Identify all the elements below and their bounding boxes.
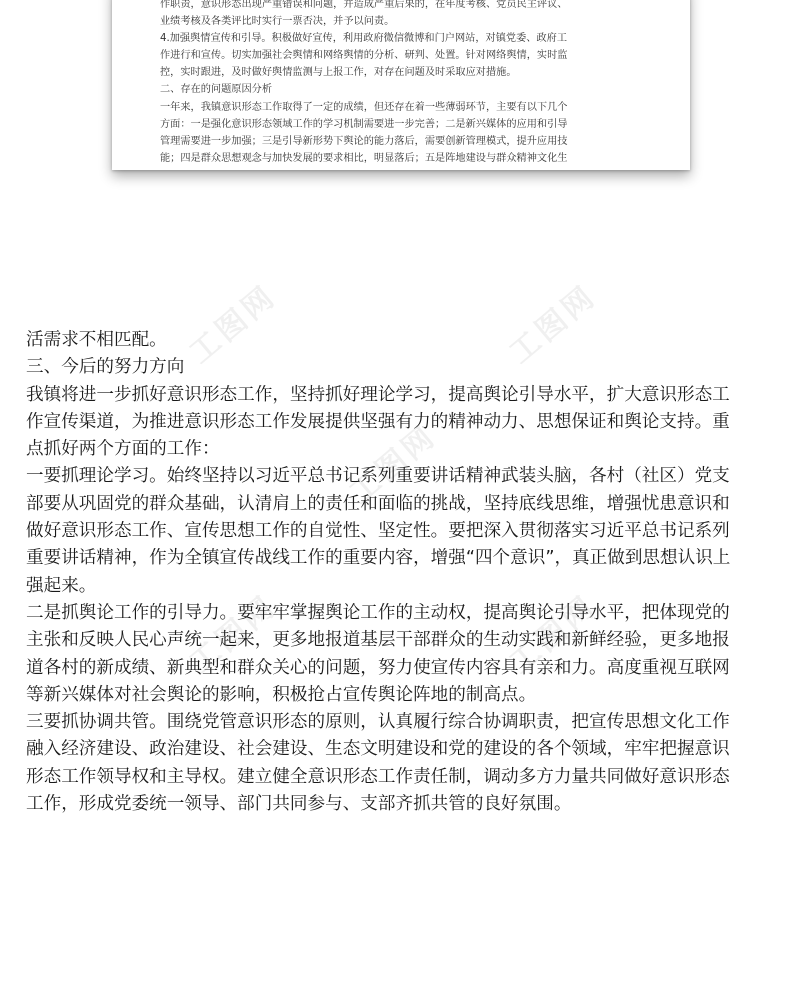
excerpt-line: 管理需要进一步加强；三是引导新形势下舆论的能力落后，需要创新管理模式，提升应用技 <box>160 135 568 147</box>
watermark-logo: 工图网 <box>342 418 444 511</box>
body-line: 形态工作领导权和主导权。建立健全意识形态工作责任制，调动多方力量共同做好意识形态 <box>26 766 730 787</box>
excerpt-line: 4.加强舆情宣传和引导。积极做好宣传，利用政府微信微博和门户网站，对镇党委、政府工 <box>160 33 568 45</box>
watermark-logo: 工图网 <box>182 278 284 371</box>
body-line: 部要从巩固党的群众基础，认清肩上的责任和面临的挑战，坚持底线思维，增强忧患意识和 <box>26 493 730 514</box>
body-line: 活需求不相匹配。 <box>26 330 167 350</box>
excerpt-line: 能；四是群众思想观念与加快发展的要求相比，明显落后；五是阵地建设与群众精神文化生 <box>160 152 568 164</box>
body-line: 点抓好两个方面的工作： <box>26 439 220 460</box>
body-line: 强起来。 <box>26 575 97 596</box>
body-line: 作宣传渠道，为推进意识形态工作发展提供坚强有力的精神动力、思想保证和舆论支持。重 <box>26 411 730 432</box>
body-line: 做好意识形态工作、宣传思想工作的自觉性、坚定性。要把深入贯彻落实习近平总书记系列 <box>26 521 730 542</box>
excerpt-line: 一年来，我镇意识形态工作取得了一定的成绩，但还存在着一些薄弱环节，主要有以下几个 <box>160 101 568 113</box>
body-line: 三要抓协调共管。围绕党管意识形态的原则，认真履行综合协调职责，把宣传思想文化工作 <box>26 712 730 733</box>
document-body <box>26 327 782 818</box>
body-line: 我镇将进一步抓好意识形态工作，坚持抓好理论学习，提高舆论引导水平，扩大意识形态工 <box>26 384 730 405</box>
body-line: 融入经济建设、政治建设、社会建设、生态文明建设和党的建设的各个领域，牢牢把握意识 <box>26 739 730 760</box>
excerpt-line: 控，实时跟进，及时做好舆情监测与上报工作，对存在问题及时采取应对措施。 <box>160 67 517 79</box>
excerpt-line: 方面：一是强化意识形态领域工作的学习机制需要进一步完善；二是新兴媒体的应用和引导 <box>160 118 568 130</box>
body-line: 主张和反映人民心声统一起来，更多地报道基层干部群众的生动实践和新鲜经验，更多地报 <box>26 630 730 651</box>
excerpt-line: 作进行和宣传。切实加强社会舆情和网络舆情的分析、研判、处置。针对网络舆情，实时监 <box>160 50 568 62</box>
watermark-logo: 工图网 <box>502 588 604 681</box>
body-line: 工作，形成党委统一领导、部门共同参与、支部齐抓共管的良好氛围。 <box>26 794 572 815</box>
body-line: 重要讲话精神，作为全镇宣传战线工作的重要内容，增强“四个意识”，真正做到思想认识上 <box>26 548 731 569</box>
body-line: 等新兴媒体对社会舆论的影响，积极抢占宣传舆论阵地的制高点。 <box>26 684 537 705</box>
excerpt-line: 业绩考核及各类评比时实行一票否决，并予以问责。 <box>160 16 395 28</box>
excerpt-text <box>160 0 660 167</box>
body-line: 道各村的新成绩、新典型和群众关心的问题，努力使宣传内容具有亲和力。高度重视互联网 <box>26 657 730 678</box>
excerpt-line: 作职责，意识形态出现严重错误和问题，并造成严重后果的，在年度考核、党员民主评议、 <box>160 0 568 10</box>
body-line: 二是抓舆论工作的引导力。要牢牢掌握舆论工作的主动权，提高舆论引导水平，把体现党的 <box>26 602 730 623</box>
document-excerpt-card <box>112 0 690 170</box>
body-line: 一要抓理论学习。始终坚持以习近平总书记系列重要讲话精神武装头脑，各村（社区）党支 <box>26 466 730 487</box>
watermark-logo: 工图网 <box>182 588 284 681</box>
watermark-logo: 工图网 <box>502 278 604 371</box>
excerpt-heading: 二、存在的问题原因分析 <box>160 84 273 96</box>
section-heading: 三、今后的努力方向 <box>26 357 185 378</box>
